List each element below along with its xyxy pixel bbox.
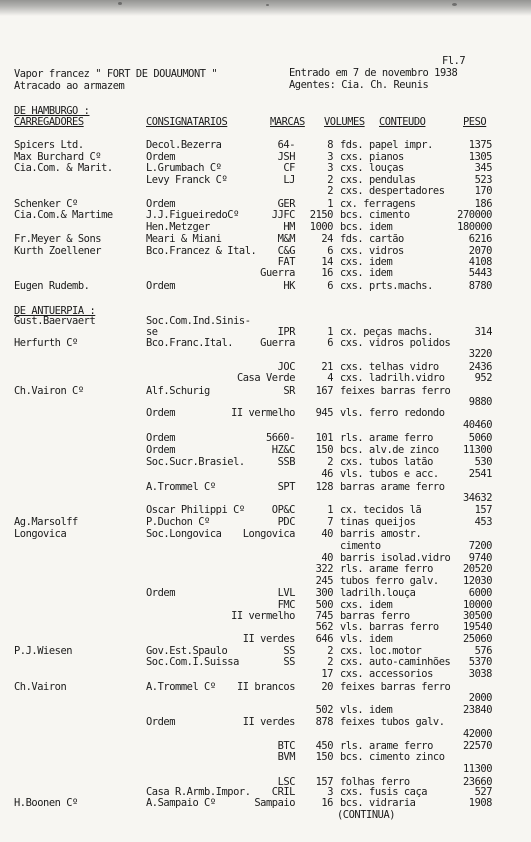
cell-mark: BVM	[277, 751, 295, 763]
cell-weight: 314	[474, 326, 492, 338]
cell-qty: 128	[315, 481, 333, 493]
cell-consignee: Bco.Franc.Ital.	[146, 337, 234, 349]
cell-weight: 34632	[462, 492, 492, 504]
cell-desc: vls. barras ferro	[340, 621, 439, 633]
cell-weight: 180000	[457, 221, 492, 233]
cell-weight: 5370	[468, 656, 492, 668]
cell-qty: 2	[327, 174, 333, 186]
continued-note: (CONTINUA)	[337, 809, 396, 821]
cell-desc: cx. ferragens	[340, 198, 416, 210]
cell-qty: 3	[327, 786, 333, 798]
cell-weight: 5060	[468, 432, 492, 444]
cell-mark: OP&C	[271, 504, 295, 516]
cell-qty: 16	[321, 267, 333, 279]
cell-mark: JOC	[277, 361, 295, 373]
cell-shipper: Schenker Cº	[14, 198, 78, 210]
column-header-shippers: CARREGADORES	[14, 116, 84, 128]
cell-qty: 450	[315, 740, 333, 752]
cell-weight: 7200	[468, 540, 492, 552]
cell-weight: 186	[474, 198, 492, 210]
cell-mark: Casa Verde	[236, 372, 295, 384]
cell-desc: cxs. tubos latão	[340, 456, 433, 468]
cell-weight: 3220	[468, 348, 492, 360]
cell-qty: 646	[315, 633, 333, 645]
cell-desc: barris amostr.	[340, 528, 422, 540]
cell-weight: 9740	[468, 552, 492, 564]
cell-mark: Guerra	[260, 267, 295, 279]
cell-consignee: Ordem	[146, 444, 176, 456]
cell-desc: rls. arame ferro	[340, 432, 433, 444]
cell-qty: 14	[321, 256, 333, 268]
cell-mark: 64-	[277, 139, 295, 151]
cell-shipper: Herfurth Cº	[14, 337, 78, 349]
cell-desc: tubos ferro galv.	[340, 575, 439, 587]
cell-mark: SSB	[277, 456, 295, 468]
cell-weight: 23840	[462, 704, 492, 716]
cell-shipper: Spicers Ltd.	[14, 139, 84, 151]
cell-desc: cxs. ladrilh.vidro	[340, 372, 445, 384]
cell-mark: GER	[277, 198, 295, 210]
cell-qty: 1	[327, 504, 333, 516]
cell-mark: IPR	[277, 326, 295, 338]
cell-consignee: Soc.Longovica	[146, 528, 222, 540]
cell-mark: CF	[283, 162, 295, 174]
cell-shipper: Eugen Rudemb.	[14, 280, 90, 292]
cell-consignee: Ordem	[146, 432, 176, 444]
cell-mark: II vermelho	[231, 610, 295, 622]
cell-weight: 2436	[468, 361, 492, 373]
cell-desc: cxs. pendulas	[340, 174, 416, 186]
cell-desc: feixes barras ferro	[340, 385, 451, 397]
cell-weight: 25060	[462, 633, 492, 645]
cell-mark: SPT	[277, 481, 295, 493]
cell-qty: 2150	[309, 209, 333, 221]
cell-desc: cxs. vidros	[340, 245, 404, 257]
cell-mark: II verdes	[242, 716, 295, 728]
cell-desc: bcs. idem	[340, 221, 393, 233]
cell-desc: cxs. idem	[340, 256, 393, 268]
cell-weight: 11300	[462, 763, 492, 775]
section-title-hamburgo: DE HAMBURGO :	[14, 105, 90, 117]
cell-consignee: Levy Franck Cº	[146, 174, 228, 186]
cell-qty: 6	[327, 337, 333, 349]
cell-mark: BTC	[277, 740, 295, 752]
cell-desc: cxs. pianos	[340, 151, 404, 163]
cell-desc: cxs. despertadores	[340, 185, 445, 197]
cell-qty: 40	[321, 552, 333, 564]
cell-qty: 150	[315, 444, 333, 456]
cell-qty: 24	[321, 233, 333, 245]
cell-weight: 2000	[468, 692, 492, 704]
cell-mark: Longovica	[242, 528, 295, 540]
cell-desc: cxs. accessorios	[340, 668, 433, 680]
cell-weight: 19540	[462, 621, 492, 633]
cell-desc: tinas queijos	[340, 516, 416, 528]
cell-qty: 157	[315, 776, 333, 788]
cell-mark: M&M	[277, 233, 295, 245]
cell-qty: 150	[315, 751, 333, 763]
cell-weight: 1375	[468, 139, 492, 151]
cell-consignee: A.Trommel Cº	[146, 481, 216, 493]
cell-weight: 22570	[462, 740, 492, 752]
cell-qty: 500	[315, 599, 333, 611]
cell-mark: II verdes	[242, 633, 295, 645]
cell-desc: cxs. loc.motor	[340, 645, 422, 657]
cell-consignee: A.Sampaio Cº	[146, 797, 216, 809]
cell-qty: 562	[315, 621, 333, 633]
cell-weight: 2070	[468, 245, 492, 257]
cell-shipper: Gust.Baervaert	[14, 315, 96, 327]
cell-qty: 6	[327, 280, 333, 292]
cell-desc: barris isolad.vidro	[340, 552, 451, 564]
cell-desc: folhas ferro	[340, 776, 410, 788]
cell-shipper: Max Burchard Cº	[14, 151, 102, 163]
column-header-weight: PESO	[463, 116, 487, 128]
cell-weight: 9880	[468, 396, 492, 408]
cell-weight: 11300	[462, 444, 492, 456]
cell-qty: 945	[315, 407, 333, 419]
cell-desc: cxs. vidros polidos	[340, 337, 451, 349]
cell-consignee: se	[146, 326, 158, 338]
cell-desc: cxs. telhas vidro	[340, 361, 439, 373]
cell-mark: HZ&C	[271, 444, 295, 456]
cell-mark: HM	[283, 221, 295, 233]
cell-qty: 2	[327, 656, 333, 668]
cell-consignee: Ordem	[146, 151, 176, 163]
column-header-consignees: CONSIGNATARIOS	[146, 116, 228, 128]
cell-qty: 46	[321, 468, 333, 480]
cell-consignee: Ordem	[146, 198, 176, 210]
scan-speck	[266, 4, 269, 6]
cell-desc: cxs. idem	[340, 599, 393, 611]
cell-qty: 1	[327, 198, 333, 210]
cell-mark: C&G	[277, 245, 295, 257]
cell-mark: LVL	[277, 587, 295, 599]
cell-qty: 2	[327, 185, 333, 197]
cell-shipper: Kurth Zoellener	[14, 245, 102, 257]
cell-weight: 3038	[468, 668, 492, 680]
cell-mark: SR	[283, 385, 295, 397]
cell-consignee: Soc.Com.Ind.Sinis-	[146, 315, 251, 327]
cell-weight: 523	[474, 174, 492, 186]
cell-qty: 322	[315, 563, 333, 575]
cell-qty: 4	[327, 372, 333, 384]
cell-qty: 3	[327, 151, 333, 163]
cell-desc: cimento	[340, 540, 381, 552]
cell-consignee: Soc.Sucr.Brasiel.	[146, 456, 245, 468]
cell-mark: SS	[283, 645, 295, 657]
cell-desc: fds. cartão	[340, 233, 404, 245]
cell-desc: rls. arame ferro	[340, 740, 433, 752]
cell-qty: 3	[327, 162, 333, 174]
cell-shipper: Ag.Marsolff	[14, 516, 78, 528]
agents-line: Agentes: Cia. Ch. Reunis	[289, 79, 429, 91]
cell-qty: 1000	[309, 221, 333, 233]
cell-consignee: Hen.Metzger	[146, 221, 210, 233]
cell-weight: 1908	[468, 797, 492, 809]
cell-desc: barras ferro	[340, 610, 410, 622]
cell-desc: cx. peças machs.	[340, 326, 433, 338]
cell-weight: 4108	[468, 256, 492, 268]
cell-qty: 745	[315, 610, 333, 622]
cell-desc: cxs. auto-caminhões	[340, 656, 451, 668]
cell-consignee: Alf.Schurig	[146, 385, 210, 397]
cell-mark: II brancos	[236, 681, 295, 693]
cell-mark: JSH	[277, 151, 295, 163]
cell-consignee: P.Duchon Cº	[146, 516, 210, 528]
cell-qty: 167	[315, 385, 333, 397]
cell-mark: JJFC	[271, 209, 295, 221]
cell-consignee: Casa R.Armb.Impor.	[146, 786, 251, 798]
column-header-marks: MARCAS	[270, 116, 305, 128]
cell-qty: 245	[315, 575, 333, 587]
cell-consignee: Meari & Miani	[146, 233, 222, 245]
cell-qty: 101	[315, 432, 333, 444]
cell-weight: 1305	[468, 151, 492, 163]
cell-mark: FMC	[277, 599, 295, 611]
cell-weight: 12030	[462, 575, 492, 587]
cell-mark: SS	[283, 656, 295, 668]
cell-desc: ladrilh.louça	[340, 587, 416, 599]
cell-weight: 8780	[468, 280, 492, 292]
scan-speck	[118, 2, 122, 5]
cell-desc: rls. arame ferro	[340, 563, 433, 575]
cell-shipper: Cia.Com. & Marit.	[14, 162, 113, 174]
cell-qty: 7	[327, 516, 333, 528]
cell-weight: 453	[474, 516, 492, 528]
cell-weight: 23660	[462, 776, 492, 788]
cell-mark: CRIL	[271, 786, 295, 798]
cell-mark: FAT	[277, 256, 295, 268]
cell-desc: vls. ferro redondo	[340, 407, 445, 419]
cell-consignee: Bco.Francez & Ital.	[146, 245, 257, 257]
cell-weight: 20520	[462, 563, 492, 575]
cell-desc: cxs. fusis caça	[340, 786, 428, 798]
folio-number: Fl.7	[442, 55, 466, 67]
cell-consignee: Oscar Philippi Cº	[146, 504, 245, 516]
cell-qty: 1	[327, 326, 333, 338]
cell-weight: 10000	[462, 599, 492, 611]
cell-consignee: Soc.Com.I.Suissa	[146, 656, 239, 668]
scan-edge-shadow	[0, 0, 531, 16]
cell-weight: 527	[474, 786, 492, 798]
cell-qty: 17	[321, 668, 333, 680]
entry-date-line: Entrado em 7 de novembro 1938	[289, 67, 458, 79]
cell-desc: cxs. louças	[340, 162, 404, 174]
cell-mark: HK	[283, 280, 295, 292]
column-header-volumes: VOLUMES	[324, 116, 365, 128]
cell-shipper: Ch.Vairon	[14, 681, 67, 693]
cell-qty: 2	[327, 456, 333, 468]
cell-desc: barras arame ferro	[340, 481, 445, 493]
cell-mark: LSC	[277, 776, 295, 788]
cell-desc: fds. papel impr.	[340, 139, 433, 151]
column-header-contents: CONTEUDO	[379, 116, 426, 128]
cell-consignee: Decol.Bezerra	[146, 139, 222, 151]
cell-desc: cx. tecidos lã	[340, 504, 422, 516]
cell-weight: 6216	[468, 233, 492, 245]
cell-shipper: Cia.Com.& Martime	[14, 209, 113, 221]
cell-desc: vls. idem	[340, 704, 393, 716]
cell-mark: LJ	[283, 174, 295, 186]
cell-weight: 2541	[468, 468, 492, 480]
cell-mark: Sampaio	[254, 797, 295, 809]
cell-qty: 878	[315, 716, 333, 728]
cell-weight: 270000	[457, 209, 492, 221]
scan-speck	[452, 3, 457, 6]
cell-desc: bcs. cimento	[340, 209, 410, 221]
cell-weight: 952	[474, 372, 492, 384]
section-title-antuerpia: DE ANTUERPIA :	[14, 305, 96, 317]
cell-shipper: Longovica	[14, 528, 67, 540]
cell-desc: bcs. cimento zinco	[340, 751, 445, 763]
cell-desc: vls. tubos e acc.	[340, 468, 439, 480]
cell-qty: 40	[321, 528, 333, 540]
cell-desc: bcs. vidraria	[340, 797, 416, 809]
cell-consignee: L.Grumbach Cº	[146, 162, 222, 174]
cell-shipper: H.Boonen Cº	[14, 797, 78, 809]
cell-weight: 5443	[468, 267, 492, 279]
cell-qty: 502	[315, 704, 333, 716]
vessel-line: Vapor francez " FORT DE DOUAUMONT "	[14, 68, 218, 80]
cell-qty: 300	[315, 587, 333, 599]
cell-desc: bcs. alv.de zinco	[340, 444, 439, 456]
cell-consignee: Ordem	[146, 587, 176, 599]
cell-weight: 170	[474, 185, 492, 197]
cell-mark: Guerra	[260, 337, 295, 349]
cell-weight: 530	[474, 456, 492, 468]
cell-weight: 576	[474, 645, 492, 657]
cell-desc: vls. idem	[340, 633, 393, 645]
cell-weight: 6000	[468, 587, 492, 599]
cell-consignee: A.Trommel Cº	[146, 681, 216, 693]
cell-desc: cxs. idem	[340, 267, 393, 279]
berth-line: Atracado ao armazem	[14, 80, 125, 92]
cell-weight: 30500	[462, 610, 492, 622]
cell-qty: 20	[321, 681, 333, 693]
cell-desc: feixes tubos galv.	[340, 716, 445, 728]
cell-qty: 8	[327, 139, 333, 151]
cell-consignee: J.J.FigueiredoCº	[146, 209, 239, 221]
cell-qty: 21	[321, 361, 333, 373]
cell-desc: feixes barras ferro	[340, 681, 451, 693]
cell-weight: 345	[474, 162, 492, 174]
cell-weight: 42000	[462, 728, 492, 740]
cell-weight: 157	[474, 504, 492, 516]
cell-qty: 16	[321, 797, 333, 809]
cell-qty: 2	[327, 645, 333, 657]
cell-mark: PDC	[277, 516, 295, 528]
cell-consignee: Gov.Est.Spaulo	[146, 645, 228, 657]
cell-consignee: Ordem	[146, 280, 176, 292]
cell-desc: cxs. prts.machs.	[340, 280, 433, 292]
cell-qty: 6	[327, 245, 333, 257]
cell-weight: 40460	[462, 419, 492, 431]
cell-shipper: P.J.Wiesen	[14, 645, 73, 657]
cell-shipper: Ch.Vairon Cº	[14, 385, 84, 397]
cell-consignee: Ordem	[146, 407, 176, 419]
cell-mark: II vermelho	[231, 407, 295, 419]
cell-mark: 5660-	[265, 432, 295, 444]
cell-shipper: Fr.Meyer & Sons	[14, 233, 102, 245]
cell-consignee: Ordem	[146, 716, 176, 728]
